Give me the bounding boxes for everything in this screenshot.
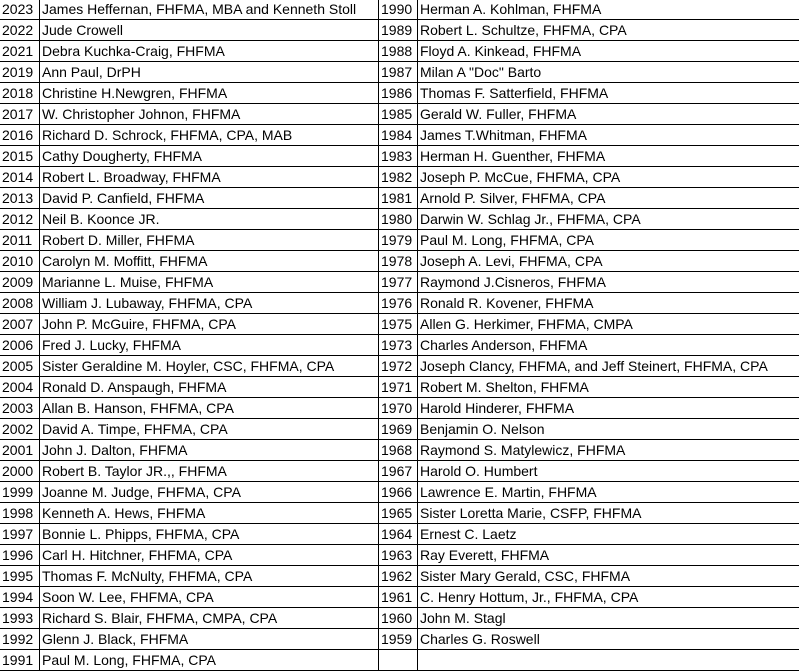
right-year-cell: 1977 [379, 272, 418, 293]
right-year-cell: 1978 [379, 251, 418, 272]
left-year-cell: 1993 [0, 608, 40, 629]
left-name-cell: Robert B. Taylor JR.,, FHFMA [40, 461, 379, 482]
left-year-cell: 2013 [0, 188, 40, 209]
right-name-cell: Lawrence E. Martin, FHFMA [418, 482, 799, 503]
right-name-cell: Raymond J.Cisneros, FHFMA [418, 272, 799, 293]
right-name-cell: Paul M. Long, FHFMA, CPA [418, 230, 799, 251]
left-name-cell: Allan B. Hanson, FHFMA, CPA [40, 398, 379, 419]
right-year-cell: 1965 [379, 503, 418, 524]
left-name-cell: Richard D. Schrock, FHFMA, CPA, MAB [40, 125, 379, 146]
right-year-cell: 1986 [379, 83, 418, 104]
left-name-cell: Sister Geraldine M. Hoyler, CSC, FHFMA, CPA [40, 356, 379, 377]
table-row [0, 524, 799, 545]
table-row [0, 314, 799, 335]
left-name-cell: Marianne L. Muise, FHFMA [40, 272, 379, 293]
right-name-cell: John M. Stagl [418, 608, 799, 629]
right-name-cell: Joseph A. Levi, FHFMA, CPA [418, 251, 799, 272]
left-year-cell: 2023 [0, 0, 40, 20]
right-name-cell: Ernest C. Laetz [418, 524, 799, 545]
right-name-cell: Joseph Clancy, FHFMA, and Jeff Steinert, FHFMA, CPA [418, 356, 799, 377]
table-row [0, 461, 799, 482]
right-name-cell: Herman H. Guenther, FHFMA [418, 146, 799, 167]
left-name-cell: Ann Paul, DrPH [40, 62, 379, 83]
table-row [0, 125, 799, 146]
left-name-cell: Robert D. Miller, FHFMA [40, 230, 379, 251]
left-year-cell: 1991 [0, 650, 40, 671]
left-name-cell: David P. Canfield, FHFMA [40, 188, 379, 209]
table-row [0, 356, 799, 377]
left-name-cell: Fred J. Lucky, FHFMA [40, 335, 379, 356]
right-name-cell: Thomas F. Satterfield, FHFMA [418, 83, 799, 104]
right-year-cell [379, 650, 418, 671]
left-name-cell: John P. McGuire, FHFMA, CPA [40, 314, 379, 335]
left-year-cell: 2001 [0, 440, 40, 461]
table-row [0, 293, 799, 314]
left-year-cell: 2021 [0, 41, 40, 62]
table-row [0, 0, 799, 20]
table-row [0, 608, 799, 629]
left-year-cell: 2003 [0, 398, 40, 419]
right-year-cell: 1962 [379, 566, 418, 587]
right-name-cell: C. Henry Hottum, Jr., FHFMA, CPA [418, 587, 799, 608]
left-year-cell: 1994 [0, 587, 40, 608]
right-name-cell: Ronald R. Kovener, FHFMA [418, 293, 799, 314]
left-name-cell: Kenneth A. Hews, FHFMA [40, 503, 379, 524]
left-year-cell: 2012 [0, 209, 40, 230]
left-name-cell: Ronald D. Anspaugh, FHFMA [40, 377, 379, 398]
left-year-cell: 2018 [0, 83, 40, 104]
left-year-cell: 2019 [0, 62, 40, 83]
left-name-cell: James Heffernan, FHFMA, MBA and Kenneth Stoll [40, 0, 379, 20]
left-year-cell: 1999 [0, 482, 40, 503]
left-year-cell: 1998 [0, 503, 40, 524]
right-year-cell: 1980 [379, 209, 418, 230]
right-name-cell: Robert L. Schultze, FHFMA, CPA [418, 20, 799, 41]
right-year-cell: 1985 [379, 104, 418, 125]
right-year-cell: 1982 [379, 167, 418, 188]
right-name-cell: Harold Hinderer, FHFMA [418, 398, 799, 419]
left-name-cell: Richard S. Blair, FHFMA, CMPA, CPA [40, 608, 379, 629]
table-row [0, 230, 799, 251]
right-name-cell: Allen G. Herkimer, FHFMA, CMPA [418, 314, 799, 335]
right-year-cell: 1968 [379, 440, 418, 461]
left-name-cell: W. Christopher Johnon, FHFMA [40, 104, 379, 125]
left-year-cell: 2015 [0, 146, 40, 167]
right-name-cell: Sister Mary Gerald, CSC, FHFMA [418, 566, 799, 587]
right-year-cell: 1971 [379, 377, 418, 398]
table-row [0, 209, 799, 230]
left-name-cell: William J. Lubaway, FHFMA, CPA [40, 293, 379, 314]
left-year-cell: 2014 [0, 167, 40, 188]
right-year-cell: 1963 [379, 545, 418, 566]
left-name-cell: Neil B. Koonce JR. [40, 209, 379, 230]
right-year-cell: 1990 [379, 0, 418, 20]
left-name-cell: Thomas F. McNulty, FHFMA, CPA [40, 566, 379, 587]
right-name-cell: Darwin W. Schlag Jr., FHFMA, CPA [418, 209, 799, 230]
right-year-cell: 1989 [379, 20, 418, 41]
right-year-cell: 1970 [379, 398, 418, 419]
left-name-cell: Joanne M. Judge, FHFMA, CPA [40, 482, 379, 503]
left-year-cell: 1996 [0, 545, 40, 566]
left-name-cell: Carl H. Hitchner, FHFMA, CPA [40, 545, 379, 566]
right-year-cell: 1959 [379, 629, 418, 650]
right-name-cell: Ray Everett, FHFMA [418, 545, 799, 566]
left-year-cell: 2002 [0, 419, 40, 440]
left-name-cell: John J. Dalton, FHFMA [40, 440, 379, 461]
right-name-cell [418, 650, 799, 671]
right-name-cell: Harold O. Humbert [418, 461, 799, 482]
left-year-cell: 2011 [0, 230, 40, 251]
left-name-cell: Carolyn M. Moffitt, FHFMA [40, 251, 379, 272]
right-year-cell: 1984 [379, 125, 418, 146]
left-name-cell: Bonnie L. Phipps, FHFMA, CPA [40, 524, 379, 545]
table-row [0, 146, 799, 167]
table-row [0, 251, 799, 272]
right-year-cell: 1961 [379, 587, 418, 608]
left-name-cell: David A. Timpe, FHFMA, CPA [40, 419, 379, 440]
right-year-cell: 1966 [379, 482, 418, 503]
left-year-cell: 1997 [0, 524, 40, 545]
table-row [0, 335, 799, 356]
right-year-cell: 1973 [379, 335, 418, 356]
left-year-cell: 2010 [0, 251, 40, 272]
right-year-cell: 1987 [379, 62, 418, 83]
table-row [0, 629, 799, 650]
table-row [0, 62, 799, 83]
table-row [0, 440, 799, 461]
left-name-cell: Jude Crowell [40, 20, 379, 41]
right-name-cell: Charles Anderson, FHFMA [418, 335, 799, 356]
table-row [0, 377, 799, 398]
right-name-cell: Robert M. Shelton, FHFMA [418, 377, 799, 398]
right-year-cell: 1964 [379, 524, 418, 545]
right-year-cell: 1967 [379, 461, 418, 482]
right-year-cell: 1976 [379, 293, 418, 314]
table-row [0, 587, 799, 608]
table-row [0, 398, 799, 419]
table-row [0, 419, 799, 440]
right-name-cell: Floyd A. Kinkead, FHFMA [418, 41, 799, 62]
left-year-cell: 2006 [0, 335, 40, 356]
right-name-cell: Raymond S. Matylewicz, FHFMA [418, 440, 799, 461]
table-row [0, 104, 799, 125]
left-year-cell: 2016 [0, 125, 40, 146]
table-row [0, 545, 799, 566]
table-row [0, 41, 799, 62]
left-year-cell: 2005 [0, 356, 40, 377]
left-name-cell: Paul M. Long, FHFMA, CPA [40, 650, 379, 671]
table-row [0, 482, 799, 503]
table-row [0, 566, 799, 587]
table-row [0, 167, 799, 188]
left-year-cell: 2000 [0, 461, 40, 482]
right-year-cell: 1988 [379, 41, 418, 62]
table-row [0, 650, 799, 671]
right-name-cell: James T.Whitman, FHFMA [418, 125, 799, 146]
right-year-cell: 1981 [379, 188, 418, 209]
right-name-cell: Charles G. Roswell [418, 629, 799, 650]
left-year-cell: 2009 [0, 272, 40, 293]
left-name-cell: Cathy Dougherty, FHFMA [40, 146, 379, 167]
right-year-cell: 1972 [379, 356, 418, 377]
left-year-cell: 1995 [0, 566, 40, 587]
right-name-cell: Arnold P. Silver, FHFMA, CPA [418, 188, 799, 209]
table-row [0, 188, 799, 209]
left-year-cell: 2022 [0, 20, 40, 41]
right-year-cell: 1969 [379, 419, 418, 440]
left-name-cell: Soon W. Lee, FHFMA, CPA [40, 587, 379, 608]
left-name-cell: Christine H.Newgren, FHFMA [40, 83, 379, 104]
left-name-cell: Glenn J. Black, FHFMA [40, 629, 379, 650]
right-name-cell: Herman A. Kohlman, FHFMA [418, 0, 799, 20]
table-row [0, 20, 799, 41]
right-year-cell: 1975 [379, 314, 418, 335]
table-row [0, 83, 799, 104]
left-year-cell: 2008 [0, 293, 40, 314]
left-name-cell: Debra Kuchka-Craig, FHFMA [40, 41, 379, 62]
right-year-cell: 1979 [379, 230, 418, 251]
right-year-cell: 1983 [379, 146, 418, 167]
left-year-cell: 2004 [0, 377, 40, 398]
right-year-cell: 1960 [379, 608, 418, 629]
table-row [0, 503, 799, 524]
left-year-cell: 1992 [0, 629, 40, 650]
table-row [0, 272, 799, 293]
left-year-cell: 2017 [0, 104, 40, 125]
left-name-cell: Robert L. Broadway, FHFMA [40, 167, 379, 188]
left-year-cell: 2007 [0, 314, 40, 335]
right-name-cell: Benjamin O. Nelson [418, 419, 799, 440]
right-name-cell: Sister Loretta Marie, CSFP, FHFMA [418, 503, 799, 524]
right-name-cell: Milan A "Doc" Barto [418, 62, 799, 83]
right-name-cell: Joseph P. McCue, FHFMA, CPA [418, 167, 799, 188]
right-name-cell: Gerald W. Fuller, FHFMA [418, 104, 799, 125]
